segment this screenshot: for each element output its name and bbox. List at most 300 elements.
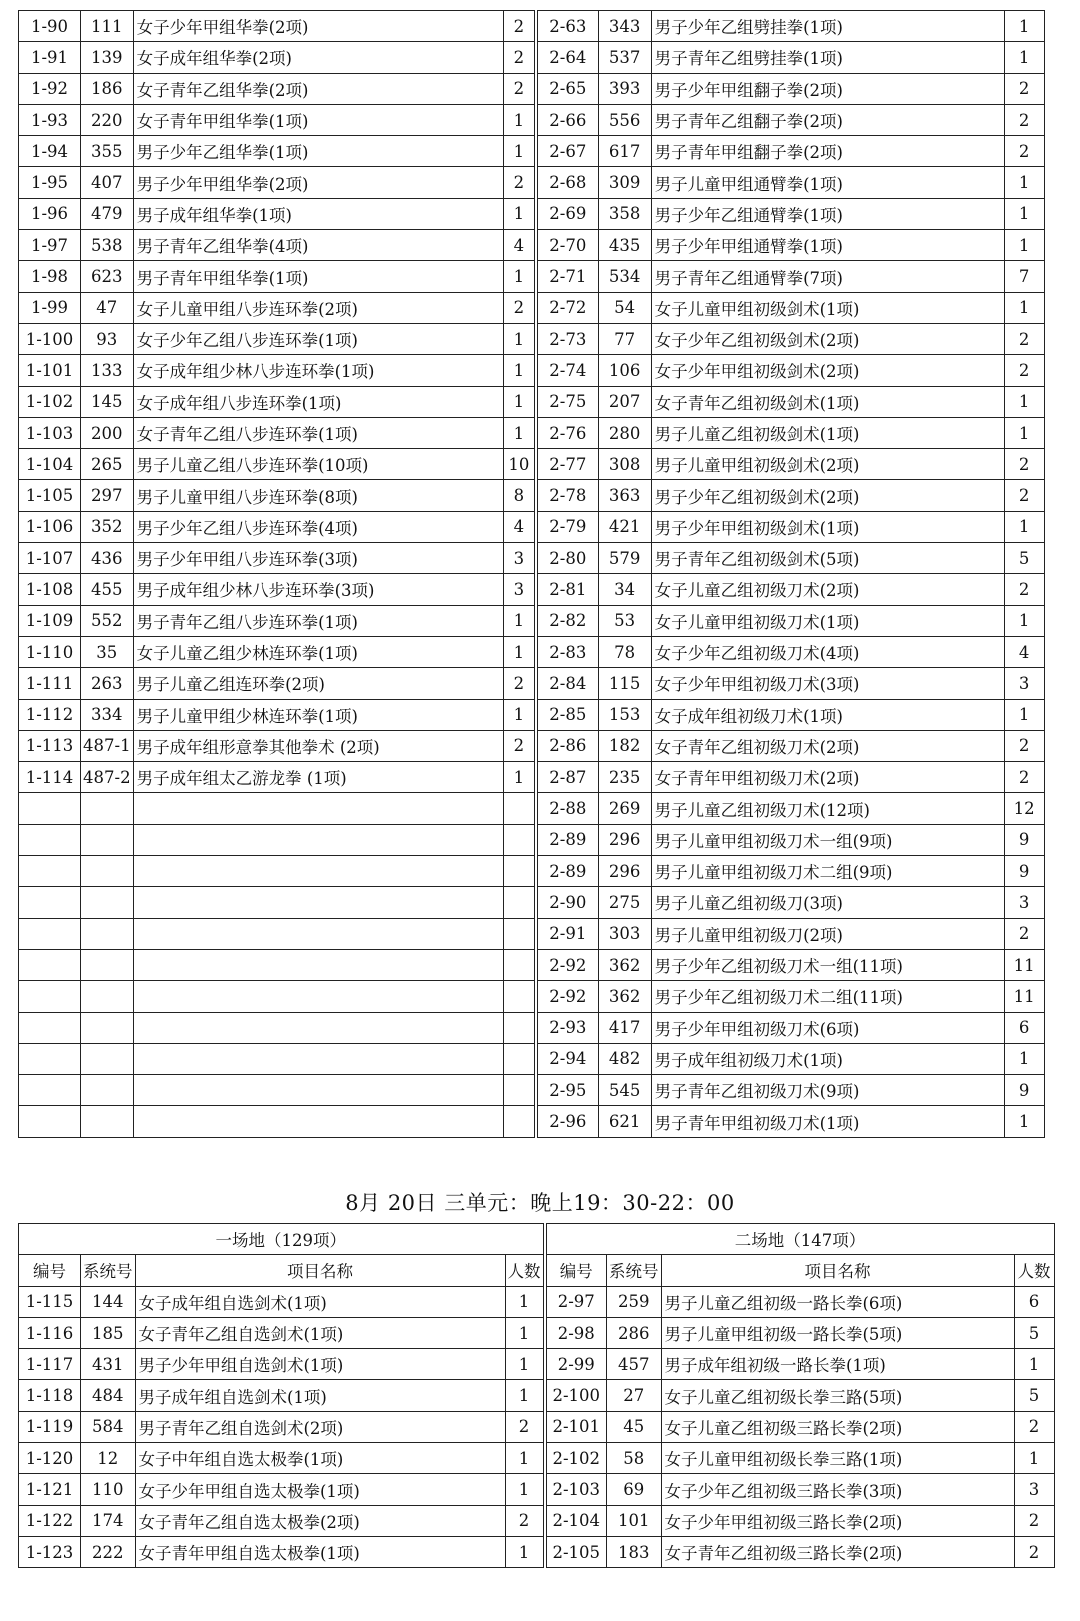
entry-number: 2-63	[536, 11, 598, 42]
system-number: 101	[607, 1505, 662, 1536]
entry-number: 2-94	[536, 1043, 598, 1074]
participant-count: 2	[505, 1411, 545, 1442]
participant-count: 2	[1004, 762, 1044, 793]
participant-count: 1	[1004, 386, 1044, 417]
system-number: 484	[81, 1380, 136, 1411]
participant-count	[503, 949, 536, 980]
table-row	[19, 1505, 1055, 1536]
entry-number: 1-120	[19, 1443, 81, 1474]
entry-number: 2-66	[536, 104, 598, 135]
system-number: 393	[598, 73, 651, 104]
participant-count: 2	[1014, 1505, 1054, 1536]
entry-number: 2-93	[536, 1012, 598, 1043]
participant-count	[503, 1012, 536, 1043]
participant-count: 4	[1004, 636, 1044, 667]
session-title: 8月 20日 三单元：晚上19：30-22：00	[345, 1191, 735, 1215]
system-number: 308	[598, 449, 651, 480]
event-name: 女子儿童甲组初级剑术(1项)	[651, 292, 1004, 323]
entry-number: 1-101	[19, 355, 81, 386]
participant-count: 7	[1004, 261, 1044, 292]
entry-number: 2-65	[536, 73, 598, 104]
entry-number: 2-85	[536, 699, 598, 730]
table-row	[19, 261, 1045, 292]
table-row	[19, 762, 1045, 793]
event-name: 男子青年乙组翻子拳(2项)	[651, 104, 1004, 135]
system-number: 623	[81, 261, 134, 292]
participant-count: 1	[505, 1380, 545, 1411]
system-number: 545	[598, 1075, 651, 1106]
entry-number: 2-64	[536, 42, 598, 73]
table-row	[19, 1043, 1045, 1074]
table-row	[19, 323, 1045, 354]
entry-number: 2-76	[536, 417, 598, 448]
event-name: 男子儿童甲组通臂拳(1项)	[651, 167, 1004, 198]
system-number	[81, 949, 134, 980]
entry-number: 1-115	[19, 1286, 81, 1317]
system-number: 47	[81, 292, 134, 323]
event-name	[133, 1043, 503, 1074]
system-number	[81, 1012, 134, 1043]
system-number	[81, 1075, 134, 1106]
participant-count	[503, 1106, 536, 1137]
system-number: 93	[81, 323, 134, 354]
participant-count: 1	[1004, 198, 1044, 229]
table-row	[19, 1443, 1055, 1474]
system-number: 200	[81, 417, 134, 448]
table-row	[19, 981, 1045, 1012]
table-row	[19, 730, 1045, 761]
system-number: 133	[81, 355, 134, 386]
event-name: 男子少年乙组劈挂拳(1项)	[651, 11, 1004, 42]
event-name: 男子少年甲组翻子拳(2项)	[651, 73, 1004, 104]
table-row	[19, 918, 1045, 949]
entry-number: 2-87	[536, 762, 598, 793]
entry-number: 1-118	[19, 1380, 81, 1411]
system-number: 222	[81, 1536, 136, 1567]
system-number: 457	[607, 1349, 662, 1380]
system-number: 407	[81, 167, 134, 198]
participant-count: 2	[1004, 104, 1044, 135]
participant-count: 1	[1004, 1106, 1044, 1137]
system-number: 534	[598, 261, 651, 292]
entry-number: 2-69	[536, 198, 598, 229]
participant-count: 5	[1014, 1380, 1054, 1411]
event-name: 女子成年组自选剑术(1项)	[135, 1286, 505, 1317]
event-name: 男子少年乙组华拳(1项)	[133, 136, 503, 167]
participant-count: 1	[503, 699, 536, 730]
event-name: 女子成年组少林八步连环拳(1项)	[133, 355, 503, 386]
system-number: 487-1	[81, 730, 134, 761]
event-name: 男子青年乙组华拳(4项)	[133, 230, 503, 261]
participant-count: 1	[503, 198, 536, 229]
participant-count: 1	[1004, 699, 1044, 730]
entry-number	[19, 1043, 81, 1074]
system-number: 111	[81, 11, 134, 42]
participant-count: 9	[1004, 824, 1044, 855]
entry-number: 1-97	[19, 230, 81, 261]
participant-count: 1	[1014, 1349, 1054, 1380]
system-number: 436	[81, 543, 134, 574]
entry-number: 1-104	[19, 449, 81, 480]
event-name: 男子成年组华拳(1项)	[133, 198, 503, 229]
system-number: 54	[598, 292, 651, 323]
entry-number: 2-97	[545, 1286, 607, 1317]
system-number: 145	[81, 386, 134, 417]
entry-number: 2-90	[536, 887, 598, 918]
entry-number: 2-82	[536, 605, 598, 636]
entry-number	[19, 1012, 81, 1043]
entry-number: 1-121	[19, 1474, 81, 1505]
event-name	[133, 918, 503, 949]
table-row	[19, 167, 1045, 198]
col-header-count: 人数	[505, 1255, 545, 1286]
participant-count: 2	[1004, 355, 1044, 386]
col-header-count: 人数	[1014, 1255, 1054, 1286]
event-name: 男子少年甲组初级剑术(1项)	[651, 511, 1004, 542]
event-name: 男子青年乙组通臂拳(7项)	[651, 261, 1004, 292]
system-number: 482	[598, 1043, 651, 1074]
system-number: 58	[607, 1443, 662, 1474]
event-name: 男子成年组初级刀术(1项)	[651, 1043, 1004, 1074]
system-number: 263	[81, 668, 134, 699]
system-number: 296	[598, 856, 651, 887]
entry-number: 2-83	[536, 636, 598, 667]
participant-count	[503, 918, 536, 949]
table-row	[19, 198, 1045, 229]
event-name	[133, 981, 503, 1012]
entry-number: 2-92	[536, 981, 598, 1012]
entry-number: 2-101	[545, 1411, 607, 1442]
system-number: 275	[598, 887, 651, 918]
entry-number	[19, 856, 81, 887]
system-number: 34	[598, 574, 651, 605]
entry-number: 1-95	[19, 167, 81, 198]
participant-count: 1	[505, 1536, 545, 1567]
system-number: 78	[598, 636, 651, 667]
system-number: 352	[81, 511, 134, 542]
entry-number: 2-71	[536, 261, 598, 292]
system-number	[81, 981, 134, 1012]
system-number	[81, 887, 134, 918]
participant-count: 1	[1004, 11, 1044, 42]
event-name: 男子儿童甲组初级刀术一组(9项)	[651, 824, 1004, 855]
participant-count: 1	[1014, 1443, 1054, 1474]
table-row	[19, 449, 1045, 480]
col-header-event-name: 项目名称	[135, 1255, 505, 1286]
event-name: 男子成年组形意拳其他拳术 (2项)	[133, 730, 503, 761]
entry-number: 2-96	[536, 1106, 598, 1137]
table-row	[19, 292, 1045, 323]
event-name: 女子儿童甲组初级刀术(1项)	[651, 605, 1004, 636]
event-name: 男子成年组太乙游龙拳 (1项)	[133, 762, 503, 793]
entry-number: 2-74	[536, 355, 598, 386]
table-row	[19, 511, 1045, 542]
system-number: 115	[598, 668, 651, 699]
entry-number: 2-95	[536, 1075, 598, 1106]
event-name: 男子成年组自选剑术(1项)	[135, 1380, 505, 1411]
participant-count: 2	[1004, 480, 1044, 511]
entry-number: 1-122	[19, 1505, 81, 1536]
system-number: 421	[598, 511, 651, 542]
table-row	[19, 104, 1045, 135]
system-number: 174	[81, 1505, 136, 1536]
participant-count: 2	[503, 730, 536, 761]
system-number: 35	[81, 636, 134, 667]
participant-count	[503, 824, 536, 855]
event-name: 男子青年甲组初级刀术(1项)	[651, 1106, 1004, 1137]
event-name	[133, 824, 503, 855]
entry-number: 2-78	[536, 480, 598, 511]
event-name: 女子成年组华拳(2项)	[133, 42, 503, 73]
system-number: 27	[607, 1380, 662, 1411]
event-name	[133, 793, 503, 824]
event-name: 男子少年乙组初级刀术一组(11项)	[651, 949, 1004, 980]
system-number: 144	[81, 1286, 136, 1317]
event-name: 男子青年甲组华拳(1项)	[133, 261, 503, 292]
event-name: 男子青年乙组八步连环拳(1项)	[133, 605, 503, 636]
event-name: 男子少年甲组自选剑术(1项)	[135, 1349, 505, 1380]
table-row	[19, 1411, 1055, 1442]
table-row	[19, 1317, 1055, 1348]
participant-count: 1	[1004, 1043, 1044, 1074]
entry-number: 2-88	[536, 793, 598, 824]
participant-count: 2	[1014, 1536, 1054, 1567]
table-row	[19, 11, 1045, 42]
table-row	[19, 1474, 1055, 1505]
system-number: 106	[598, 355, 651, 386]
table-row	[19, 1349, 1055, 1380]
participant-count: 1	[503, 762, 536, 793]
participant-count: 1	[505, 1349, 545, 1380]
entry-number: 1-93	[19, 104, 81, 135]
table-row	[19, 480, 1045, 511]
system-number: 207	[598, 386, 651, 417]
entry-number	[19, 981, 81, 1012]
participant-count: 1	[505, 1317, 545, 1348]
system-number: 487-2	[81, 762, 134, 793]
entry-number	[19, 1106, 81, 1137]
entry-number: 2-84	[536, 668, 598, 699]
table-row	[19, 1075, 1045, 1106]
participant-count: 1	[503, 261, 536, 292]
entry-number: 2-100	[545, 1380, 607, 1411]
system-number: 435	[598, 230, 651, 261]
event-name: 男子少年甲组华拳(2项)	[133, 167, 503, 198]
participant-count: 12	[1004, 793, 1044, 824]
event-name: 男子青年乙组初级刀术(9项)	[651, 1075, 1004, 1106]
event-name: 女子儿童甲组八步连环拳(2项)	[133, 292, 503, 323]
event-name: 男子少年甲组八步连环拳(3项)	[133, 543, 503, 574]
entry-number: 2-89	[536, 824, 598, 855]
system-number: 69	[607, 1474, 662, 1505]
system-number: 182	[598, 730, 651, 761]
system-number: 552	[81, 605, 134, 636]
entry-number: 1-111	[19, 668, 81, 699]
participant-count: 11	[1004, 981, 1044, 1012]
event-name	[133, 949, 503, 980]
participant-count: 2	[503, 42, 536, 73]
participant-count: 6	[1014, 1286, 1054, 1317]
entry-number: 1-99	[19, 292, 81, 323]
system-number: 45	[607, 1411, 662, 1442]
event-name: 女子儿童乙组少林连环拳(1项)	[133, 636, 503, 667]
entry-number: 2-102	[545, 1443, 607, 1474]
event-name: 女子成年组八步连环拳(1项)	[133, 386, 503, 417]
event-name: 男子儿童乙组初级剑术(1项)	[651, 417, 1004, 448]
entry-number: 1-103	[19, 417, 81, 448]
col-header-system-number: 系统号	[607, 1255, 662, 1286]
entry-number: 1-94	[19, 136, 81, 167]
table-row	[19, 824, 1045, 855]
table-row	[19, 856, 1045, 887]
participant-count	[503, 793, 536, 824]
entry-number: 1-116	[19, 1317, 81, 1348]
participant-count: 1	[503, 605, 536, 636]
event-name: 男子儿童甲组初级一路长拳(5项)	[661, 1317, 1014, 1348]
event-name: 男子儿童乙组初级一路长拳(6项)	[661, 1286, 1014, 1317]
table-row	[19, 887, 1045, 918]
participant-count: 1	[1004, 167, 1044, 198]
participant-count: 5	[1014, 1317, 1054, 1348]
event-name: 女子少年甲组初级刀术(3项)	[651, 668, 1004, 699]
system-number: 186	[81, 73, 134, 104]
system-number: 296	[598, 824, 651, 855]
participant-count: 9	[1004, 1075, 1044, 1106]
schedule-table-top	[18, 10, 1045, 1138]
entry-number: 1-107	[19, 543, 81, 574]
entry-number: 2-79	[536, 511, 598, 542]
table-row	[19, 417, 1045, 448]
system-number: 235	[598, 762, 651, 793]
table-row	[19, 605, 1045, 636]
entry-number: 2-67	[536, 136, 598, 167]
event-name: 女子青年乙组华拳(2项)	[133, 73, 503, 104]
entry-number	[19, 949, 81, 980]
event-name: 男子少年乙组初级剑术(2项)	[651, 480, 1004, 511]
entry-number: 2-89	[536, 856, 598, 887]
table-row	[19, 136, 1045, 167]
participant-count: 2	[1004, 73, 1044, 104]
event-name: 男子少年甲组初级刀术(6项)	[651, 1012, 1004, 1043]
entry-number: 1-105	[19, 480, 81, 511]
event-name: 女子青年乙组自选剑术(1项)	[135, 1317, 505, 1348]
system-number	[81, 918, 134, 949]
event-name: 男子儿童乙组八步连环拳(10项)	[133, 449, 503, 480]
system-number: 537	[598, 42, 651, 73]
event-name: 女子成年组初级刀术(1项)	[651, 699, 1004, 730]
participant-count: 2	[1004, 136, 1044, 167]
event-name: 女子少年甲组初级三路长拳(2项)	[661, 1505, 1014, 1536]
participant-count: 1	[505, 1474, 545, 1505]
table-row	[19, 1380, 1055, 1411]
participant-count: 4	[503, 511, 536, 542]
entry-number: 2-80	[536, 543, 598, 574]
event-name: 男子少年乙组初级刀术二组(11项)	[651, 981, 1004, 1012]
schedule-table-bottom	[18, 1223, 1055, 1568]
entry-number: 2-104	[545, 1505, 607, 1536]
participant-count: 5	[1004, 543, 1044, 574]
event-name: 男子儿童乙组连环拳(2项)	[133, 668, 503, 699]
system-number	[81, 793, 134, 824]
participant-count: 3	[503, 574, 536, 605]
event-name: 男子儿童甲组初级刀术二组(9项)	[651, 856, 1004, 887]
participant-count: 2	[1004, 323, 1044, 354]
table-row	[19, 42, 1045, 73]
table-row	[19, 230, 1045, 261]
event-name: 女子少年乙组初级三路长拳(3项)	[661, 1474, 1014, 1505]
event-name: 男子青年乙组自选剑术(2项)	[135, 1411, 505, 1442]
event-name: 女子少年甲组初级剑术(2项)	[651, 355, 1004, 386]
event-name: 男子儿童甲组初级剑术(2项)	[651, 449, 1004, 480]
event-name: 女子少年乙组八步连环拳(1项)	[133, 323, 503, 354]
participant-count: 8	[503, 480, 536, 511]
system-number	[81, 824, 134, 855]
system-number: 334	[81, 699, 134, 730]
event-name: 女子儿童乙组初级刀术(2项)	[651, 574, 1004, 605]
system-number: 556	[598, 104, 651, 135]
participant-count: 2	[503, 292, 536, 323]
table-row	[19, 543, 1045, 574]
participant-count: 2	[503, 167, 536, 198]
entry-number: 1-102	[19, 386, 81, 417]
participant-count	[503, 856, 536, 887]
participant-count: 1	[505, 1286, 545, 1317]
participant-count: 1	[503, 355, 536, 386]
table-row	[19, 699, 1045, 730]
col-header-system-number: 系统号	[81, 1255, 136, 1286]
event-name: 女子青年甲组初级刀术(2项)	[651, 762, 1004, 793]
participant-count	[503, 981, 536, 1012]
system-number: 280	[598, 417, 651, 448]
entry-number	[19, 824, 81, 855]
event-name	[133, 1106, 503, 1137]
event-name: 男子青年乙组劈挂拳(1项)	[651, 42, 1004, 73]
system-number: 479	[81, 198, 134, 229]
system-number: 185	[81, 1317, 136, 1348]
event-name: 男子青年甲组翻子拳(2项)	[651, 136, 1004, 167]
event-name: 女子儿童乙组初级长拳三路(5项)	[661, 1380, 1014, 1411]
system-number: 259	[607, 1286, 662, 1317]
event-name	[133, 887, 503, 918]
event-name: 女子儿童乙组初级三路长拳(2项)	[661, 1411, 1014, 1442]
entry-number: 2-103	[545, 1474, 607, 1505]
entry-number	[19, 793, 81, 824]
entry-number: 1-109	[19, 605, 81, 636]
participant-count	[503, 887, 536, 918]
entry-number: 1-96	[19, 198, 81, 229]
entry-number: 2-99	[545, 1349, 607, 1380]
participant-count: 2	[1004, 574, 1044, 605]
entry-number: 1-113	[19, 730, 81, 761]
participant-count	[503, 1075, 536, 1106]
system-number: 220	[81, 104, 134, 135]
col-header-number: 编号	[545, 1255, 607, 1286]
table-row	[19, 1012, 1045, 1043]
system-number: 77	[598, 323, 651, 354]
event-name: 女子儿童甲组初级长拳三路(1项)	[661, 1443, 1014, 1474]
event-name	[133, 1075, 503, 1106]
entry-number: 1-91	[19, 42, 81, 73]
entry-number: 1-114	[19, 762, 81, 793]
event-name: 女子青年乙组八步连环拳(1项)	[133, 417, 503, 448]
participant-count: 1	[1004, 511, 1044, 542]
event-name: 女子青年乙组初级剑术(1项)	[651, 386, 1004, 417]
entry-number: 1-106	[19, 511, 81, 542]
col-header-number: 编号	[19, 1255, 81, 1286]
system-number: 417	[598, 1012, 651, 1043]
entry-number: 2-91	[536, 918, 598, 949]
system-number: 362	[598, 981, 651, 1012]
